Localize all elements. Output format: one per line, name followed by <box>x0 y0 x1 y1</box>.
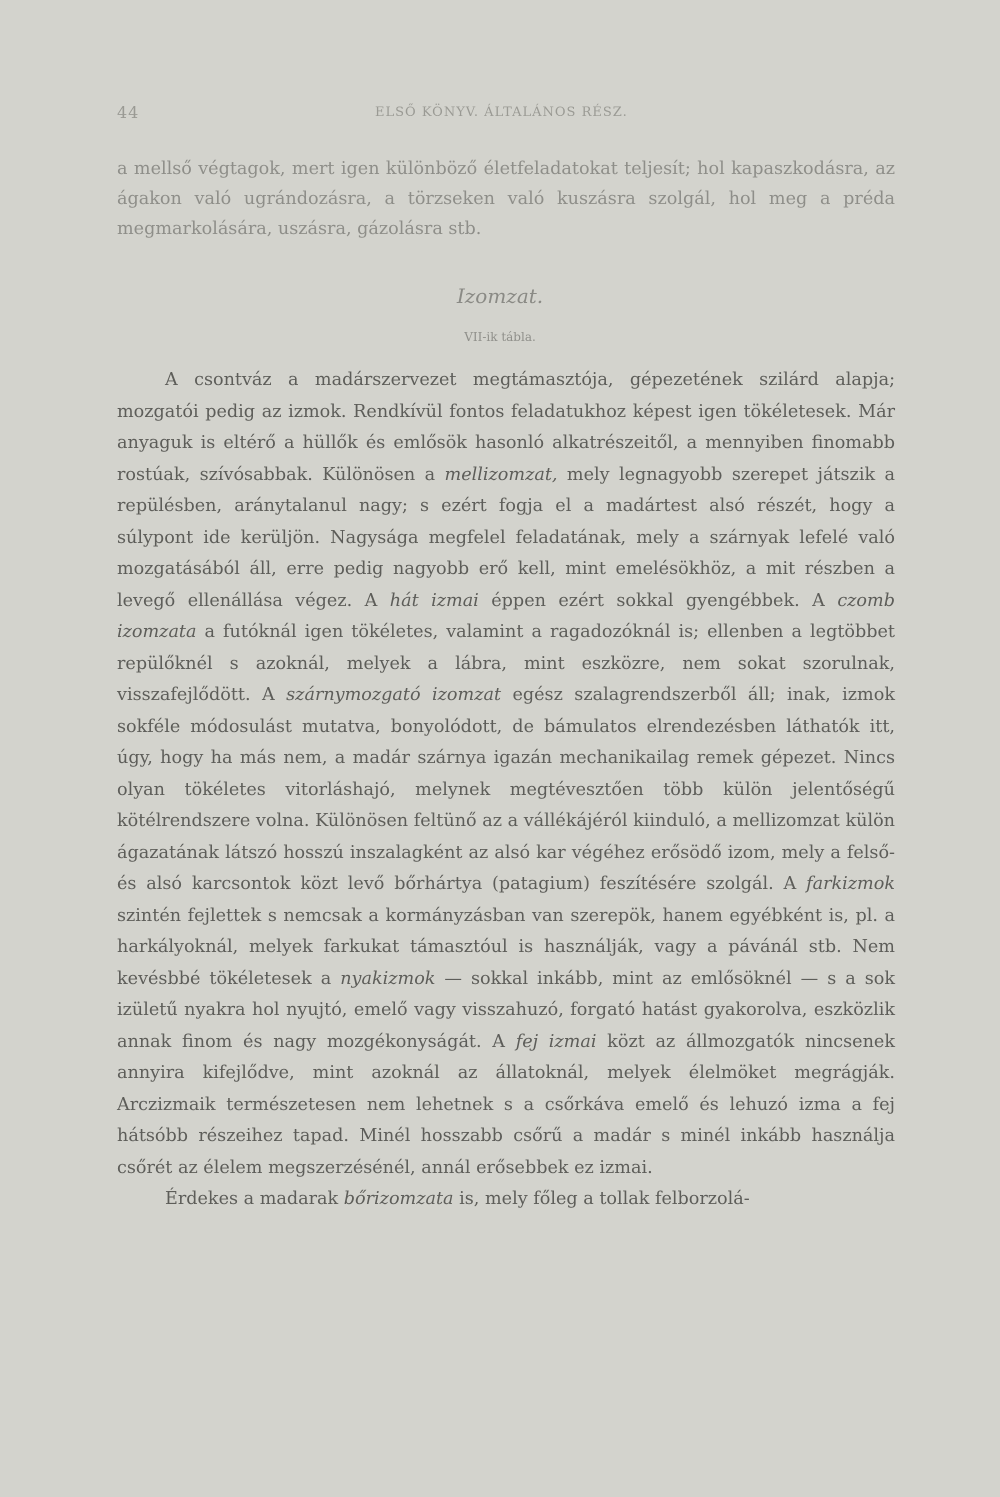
text-run: egész szalagrendszerből áll; inak, izmok sokféle módosulást mutatva, bonyolódott, de bámulatos elrendezésben láthatók itt, úgy, hogy ha más nem, a madár szárnya igazán mechanikailag remek gépezet. Nincs olyan tökéletes vitorláshajó, melynek megtévesztően több külön jelentőségű kötélrendszere volna. Különösen feltünő az a vállékájéról kiinduló, a mellizomzat külön ágazatának látszó hosszú inszalagként az alsó kar végéhez erősödő izom, mely a felső- és alsó karcsontok közt levő bőrhártya (patagium) feszítésére szolgál. A <box>117 685 895 894</box>
page-number: 44 <box>117 103 140 122</box>
emphasis-term: szárnymozgató izomzat <box>286 685 502 705</box>
running-header <box>117 103 895 125</box>
text-run: Érdekes a madarak <box>165 1189 344 1209</box>
section-title: Izomzat. <box>456 284 544 308</box>
emphasis-term: fej izmai <box>515 1031 597 1052</box>
text-run: — sokkal inkább, mint az emlősöknél — s a sok izületű nyakra hol nyujtó, emelő vagy visszahuzó, forgató hatást gyakorolva, eszközlik annak finom és nagy mozgékonyságát. A <box>117 968 895 1052</box>
opening-paragraph: a mellső végtagok, mert igen különböző életfeladatokat teljesít; hol kapaszkodásra, az ágakon való ugrándozásra, a törzseken való kuszásra szolgál, hol meg a préda megmarkolására, uszásra, gázolásra stb. <box>117 159 895 239</box>
emphasis-term: mellizomzat, <box>444 464 558 485</box>
text-run: mely legnagyobb szerepet játszik a repülésben, aránytalanul nagy; s ezért fogja el a madártest alsó részét, hogy a súlypont ide kerüljön. Nagysága megfelel feladatának, mely a szárnyak lefelé való mozgatásából áll, erre pedig nagyobb erő kell, mint emelésökhöz, a mit részben a levegő ellenállása végez. A <box>117 464 896 611</box>
text-run: A csontváz a madárszervezet megtámasztója, gépezetének szilárd alapja; mozgatói pedig az izmok. Rendkívül fontos feladatukhoz képest igen tökéletesek. Már anyaguk is eltérő a hüllők és emlősök hasonló alkatrészeitől, a mennyiben finomabb rostúak, szívósabbak. Különösen a <box>117 370 895 485</box>
text-run: szintén fejlettek s nemcsak a kormányzásban van szerepök, hanem egyébként is, pl. a harkályoknál, melyek farkukat támasztóul is használják, vagy a pávánál stb. Nem kevésbbé tökéletesek a <box>117 905 895 989</box>
emphasis-term: hát izmai <box>389 590 479 611</box>
text-run: is, mely főleg a tollak felborzolá- <box>453 1189 750 1209</box>
running-title: ELSŐ KÖNYV. ÁLTALÁNOS RÉSZ. <box>375 105 628 120</box>
paragraph-musculature <box>117 365 895 1184</box>
text-run: a futóknál igen tökéletes, valamint a ragadozóknál is; ellenben a legtöbbet repülőknél s azoknál, melyek a lábra, mint eszközre, nem sokat szorulnak, visszafejlődött. A <box>117 622 895 705</box>
emphasis-term: nyakizmok <box>340 968 436 989</box>
emphasis-term: farkizmok <box>806 874 895 894</box>
emphasis-term: bőrizomzata <box>343 1189 454 1209</box>
text-run: közt az állmozgatók nincsenek annyira kifejlődve, mint azoknál az állatoknál, melyek élelmöket megrágják. Arczizmaik természetesen nem lehetnek s a csőrkáva emelő és lehuzó izma a fej hátsóbb részeihez tapad. Minél hosszabb csőrű a madár s minél inkább használja csőrét az élelem megszerzésénél, annál erősebbek ez izmai. <box>117 1031 895 1178</box>
text-run: éppen ezért sokkal gyengébbek. A <box>478 590 838 611</box>
plate-reference: VII-ik tábla. <box>464 330 536 344</box>
main-text <box>117 365 895 1216</box>
paragraph-skin-muscles <box>117 1184 895 1216</box>
emphasis-term: czomb izomzata <box>117 590 895 642</box>
